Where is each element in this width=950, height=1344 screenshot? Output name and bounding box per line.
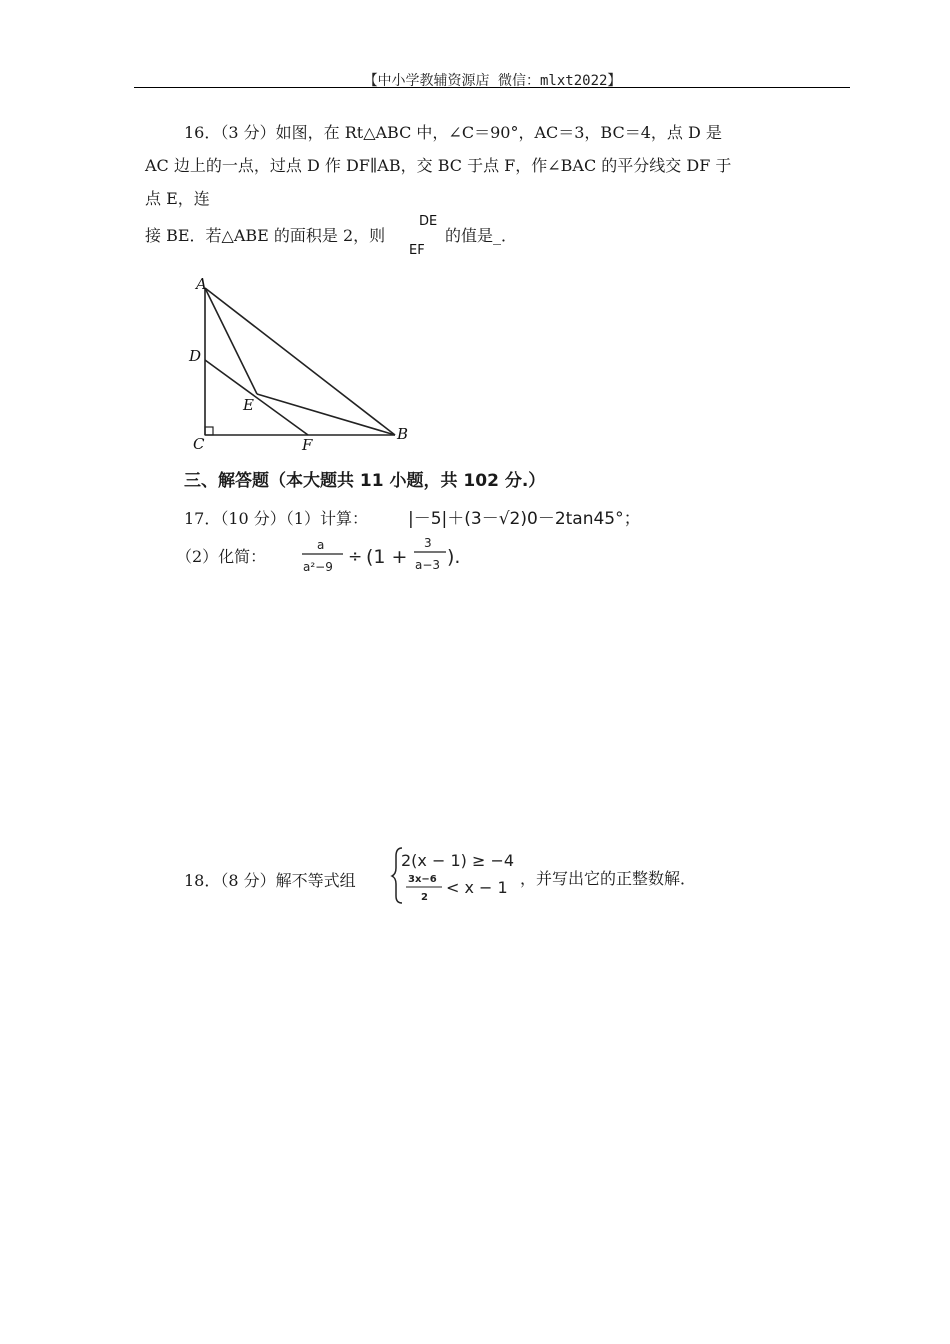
header-rule	[134, 87, 850, 88]
segment-ab	[205, 288, 395, 435]
inequality-2-numerator: 3x−6	[408, 874, 437, 885]
label-c: C	[193, 435, 205, 453]
expr-numerator: a	[317, 538, 325, 552]
right-angle-mark	[205, 427, 213, 435]
q17-part2-expression	[298, 533, 468, 579]
q16-line3: 点 E，连	[145, 189, 210, 208]
label-f: F	[302, 436, 313, 454]
q18-inequality-system	[390, 843, 525, 907]
q16-frac-numerator: DE	[419, 214, 438, 229]
q16-frac-denominator: EF	[409, 243, 425, 258]
inequality-2-denominator: 2	[421, 892, 428, 903]
q16-line4-after: 的值是_．	[445, 226, 518, 245]
segment-eb	[257, 394, 395, 435]
q16-line1: 16．（3 分）如图，在 Rt△ABC 中，∠C＝90°，AC＝3，BC＝4，点 D 是	[184, 123, 722, 142]
q17-part1-prefix: 17．（10 分）（1）计算：	[184, 509, 368, 528]
expr-inner-numerator: 3	[424, 536, 432, 550]
expr-paren-close: ).	[447, 546, 461, 568]
expr-inner-denominator: a−3	[415, 558, 441, 572]
q16-triangle-figure	[180, 270, 420, 460]
q17-part2-prefix: （2）化简：	[176, 547, 267, 566]
q18-prefix: 18．（8 分）解不等式组	[184, 871, 356, 890]
inequality-2-rest: < x − 1	[446, 878, 508, 897]
expr-divide-sign: ÷	[348, 547, 363, 567]
q16-line4-before: 接 BE．若△ABE 的面积是 2，则	[145, 226, 386, 245]
q16-line2: AC 边上的一点，过点 D 作 DF∥AB，交 BC 于点 F，作∠BAC 的平分线交 DF 于	[145, 156, 732, 175]
q17-part1-expression: |－5|＋(3－√2)0－2tan45°；	[408, 509, 641, 529]
expr-denominator: a²−9	[303, 560, 333, 574]
section-title: 三、解答题（本大题共 11 小题，共 102 分.）	[184, 471, 546, 491]
expr-paren-open: (1 +	[366, 546, 408, 568]
page-header: 【中小学教辅资源店 微信：mlxt2022】	[363, 73, 622, 89]
label-e: E	[243, 396, 254, 414]
label-b: B	[397, 425, 409, 443]
label-a: A	[196, 275, 207, 293]
q18-suffix: ，并写出它的正整数解．	[520, 869, 697, 888]
segment-df	[205, 360, 308, 435]
label-d: D	[189, 347, 202, 365]
inequality-1: 2(x − 1) ≥ −4	[401, 851, 515, 870]
